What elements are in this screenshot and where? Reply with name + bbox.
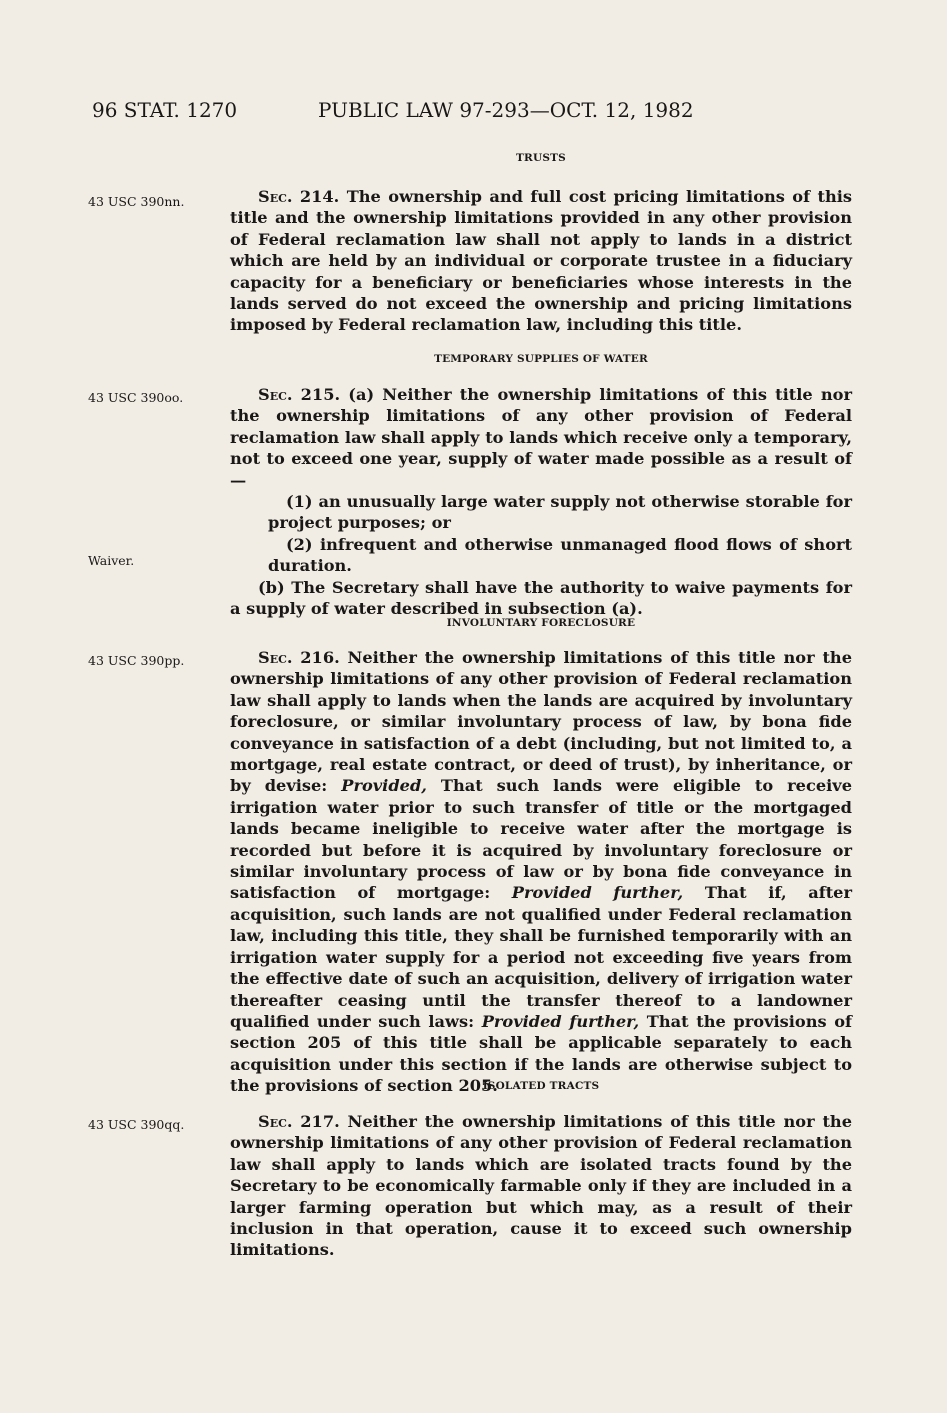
section-216-text [230,647,852,1097]
section-217-body: 217. Neither the ownership limitations of this title nor the ownership limitations of any other provision of Federal reclamation law shall apply to lands which are isolated tracts found by the Secretary to be economically farmable only if they are included in a larger farming operation but which may, as a result of their inclusion in that operation, cause it to exceed such ownership limitations. [230,1112,852,1260]
sec-label: Sec. [258,1112,293,1131]
section-216-body-1: 216. Neither the ownership limitations of this title nor the ownership limitations of any other provision of Federal reclamation law shall apply to lands when the lands are acquired by involuntary foreclosure, or similar involuntary process of law, by bona fide conveyance in satisfaction of a debt (including, but not limited to, a mortgage, real estate contract, or deed of trust), by inheritance, or by devise: [230,648,852,796]
sec-label: Sec. [258,648,293,667]
margin-note-390pp: 43 USC 390pp. [88,653,185,668]
statute-page-number: 96 STAT. 1270 [92,98,238,122]
section-215-item-1: (1) an unusually large water supply not otherwise storable for project purposes; or [268,492,852,533]
proviso-2: Provided further, [511,883,684,903]
sec-label: Sec. [258,187,293,206]
section-heading-temporary-supplies: TEMPORARY SUPPLIES OF WATER [434,353,648,365]
section-216-body-4: That the provisions of section 205 of this title shall be applicable separately to each acquisition under this section if the lands are otherwise subject to the provisions of section 205. [230,1011,852,1096]
margin-note-390oo: 43 USC 390oo. [88,390,184,405]
section-216-body-2: That such lands were eligible to receive irrigation water prior to such transfer of title or the mortgaged lands became ineligible to receive water after the mortgage is recorded but before it is acquired by involuntary foreclosure or similar involuntary process of law or by bona fide conveyance in satisfaction of mortgage: [230,776,852,903]
section-heading-isolated-tracts: ISOLATED TRACTS [482,1080,600,1092]
section-217-text [230,1111,852,1261]
public-law-title: PUBLIC LAW 97-293—OCT. 12, 1982 [318,98,694,122]
section-215-text [230,384,852,619]
section-215-subsection-b: (b) The Secretary shall have the authority to waive payments for a supply of water described in subsection (a). [230,577,852,619]
sec-label: Sec. [258,385,293,404]
section-heading-involuntary-foreclosure: INVOLUNTARY FORECLOSURE [446,617,636,629]
margin-note-waiver: Waiver. [88,553,135,568]
margin-note-390qq: 43 USC 390qq. [88,1117,185,1132]
section-216-body-3: That if, after acquisition, such lands are not qualified under Federal reclamation law, including this title, they shall be furnished temporarily with an irrigation water supply for a period not exceeding five years from the effective date of such an acquisition, delivery of irrigation water thereafter ceasing until the transfer thereof to a landowner qualified under such laws: [230,883,852,1031]
section-214-text [230,186,852,336]
section-heading-trusts: TRUSTS [516,152,566,164]
proviso-1: Provided, [341,776,427,796]
margin-note-390nn: 43 USC 390nn. [88,194,185,209]
section-215-body: 215. (a) Neither the ownership limitations of this title nor the ownership limitations of any other provision of Federal reclamation law shall apply to lands which receive only a temporary, not to exceed one year, supply of water made possible as a result of— [230,385,852,490]
section-215-item-2: (2) infrequent and otherwise unmanaged flood flows of short duration. [268,534,852,576]
proviso-3: Provided further, [481,1011,640,1031]
section-214-body: 214. The ownership and full cost pricing limitations of this title and the ownership limitations provided in any other provision of Federal reclamation law shall not apply to lands in a district which are held by an individual or corporate trustee in a fiduciary capacity for a beneficiary or beneficiaries whose interests in the lands served do not exceed the ownership and pricing limitations imposed by Federal reclamation law, including this title. [230,187,852,335]
